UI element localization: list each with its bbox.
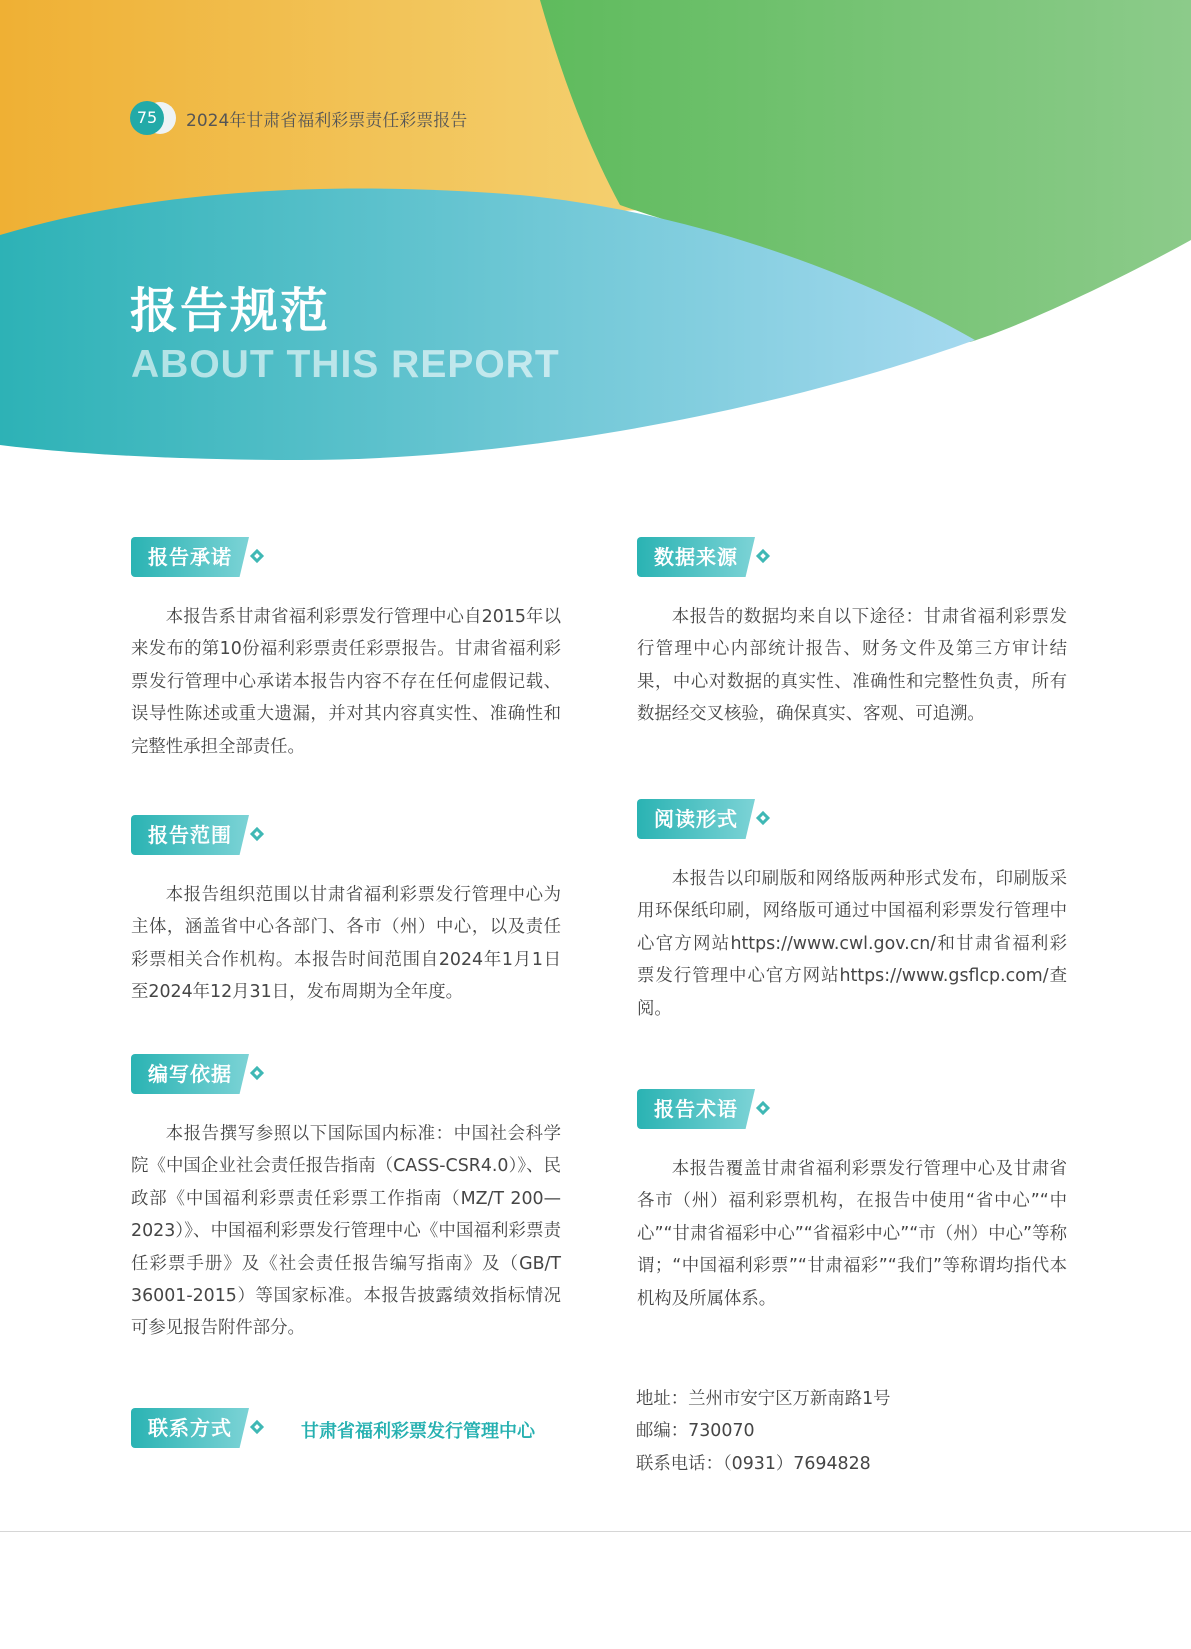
section-basis (131, 1054, 561, 1345)
section-label (131, 815, 561, 855)
section-commitment (131, 537, 561, 763)
diamond-icon (756, 1101, 770, 1115)
diamond-icon (250, 1420, 264, 1434)
diamond-icon (250, 1066, 264, 1080)
section-data-source (637, 537, 1067, 731)
footer-divider (0, 1531, 1191, 1532)
section-label (637, 1089, 1067, 1129)
section-label (637, 537, 1067, 577)
section-text: 本报告系甘肃省福利彩票发行管理中心自2015年以来发布的第10份福利彩票责任彩票报告。甘肃省福利彩票发行管理中心承诺本报告内容不存在任何虚假记载、误导性陈述或重大遗漏，并对其内容真实性、准确性和完整性承担全部责任。 (131, 607, 561, 757)
contact-organization: 甘肃省福利彩票发行管理中心 (301, 1421, 535, 1442)
section-label-text: 编写依据 (148, 1062, 232, 1086)
contact-details (636, 1383, 891, 1480)
section-label-text: 报告术语 (654, 1097, 738, 1121)
section-text: 本报告以印刷版和网络版两种形式发布，印刷版采用环保纸印刷，网络版可通过中国福利彩票发行管理中心官方网站https://www.cwl.gov.cn/和甘肃省福利彩票发行管理中心官方网站https://www.gsflcp.com/查阅。 (637, 869, 1067, 1019)
section-label (637, 799, 1067, 839)
section-text: 本报告组织范围以甘肃省福利彩票发行管理中心为主体，涵盖省中心各部门、各市（州）中心，以及责任彩票相关合作机构。本报告时间范围自2024年1月1日至2024年12月31日，发布周期为全年度。 (131, 885, 561, 1003)
section-text: 本报告覆盖甘肃省福利彩票发行管理中心及甘肃省各市（州）福利彩票机构，在报告中使用“省中心”“中心”“甘肃省福彩中心”“省福彩中心”“市（州）中心”等称谓；“中国福利彩票”“甘肃福彩”“我们”等称谓均指代本机构及所属体系。 (637, 1159, 1067, 1309)
contact-phone: 联系电话：（0931）7694828 (636, 1453, 871, 1474)
contact-address: 地址：兰州市安宁区万新南路1号 (636, 1389, 891, 1409)
diamond-icon (250, 827, 264, 841)
section-label-text: 阅读形式 (654, 807, 738, 831)
section-label-text: 联系方式 (148, 1416, 232, 1440)
section-text: 本报告撰写参照以下国际国内标准：中国社会科学院《中国企业社会责任报告指南（CASS-CSR4.0）》、民政部《中国福利彩票责任彩票工作指南（MZ/T 200—2023）》、中国福利彩票发行管理中心《中国福利彩票责任彩票手册》及《社会责任报告编写指南》及（GB/T 36001-2015）等国家标准。本报告披露绩效指标情况可参见报告附件部分。 (131, 1124, 561, 1339)
section-reading (637, 799, 1067, 1025)
header-background (0, 0, 1191, 520)
section-text: 本报告的数据均来自以下途径：甘肃省福利彩票发行管理中心内部统计报告、财务文件及第三方审计结果，中心对数据的真实性、准确性和完整性负责，所有数据经交叉核验，确保真实、客观、可追溯。 (637, 607, 1067, 725)
section-label (131, 1054, 561, 1094)
contact-postcode: 邮编：730070 (636, 1421, 755, 1442)
page-subtitle: ABOUT THIS REPORT (131, 343, 560, 386)
diamond-icon (756, 549, 770, 563)
section-label-text: 报告承诺 (148, 545, 232, 569)
diamond-icon (250, 549, 264, 563)
report-title: 2024年甘肃省福利彩票责任彩票报告 (186, 110, 468, 131)
diamond-icon (756, 811, 770, 825)
page-number: 75 (130, 101, 164, 135)
page-header (130, 101, 467, 135)
page-number-badge (130, 101, 178, 135)
section-terms (637, 1089, 1067, 1315)
page-title: 报告规范 (130, 283, 331, 339)
section-label-text: 数据来源 (654, 545, 738, 569)
section-label (131, 537, 561, 577)
section-label-text: 报告范围 (148, 823, 232, 847)
section-scope (131, 815, 561, 1009)
